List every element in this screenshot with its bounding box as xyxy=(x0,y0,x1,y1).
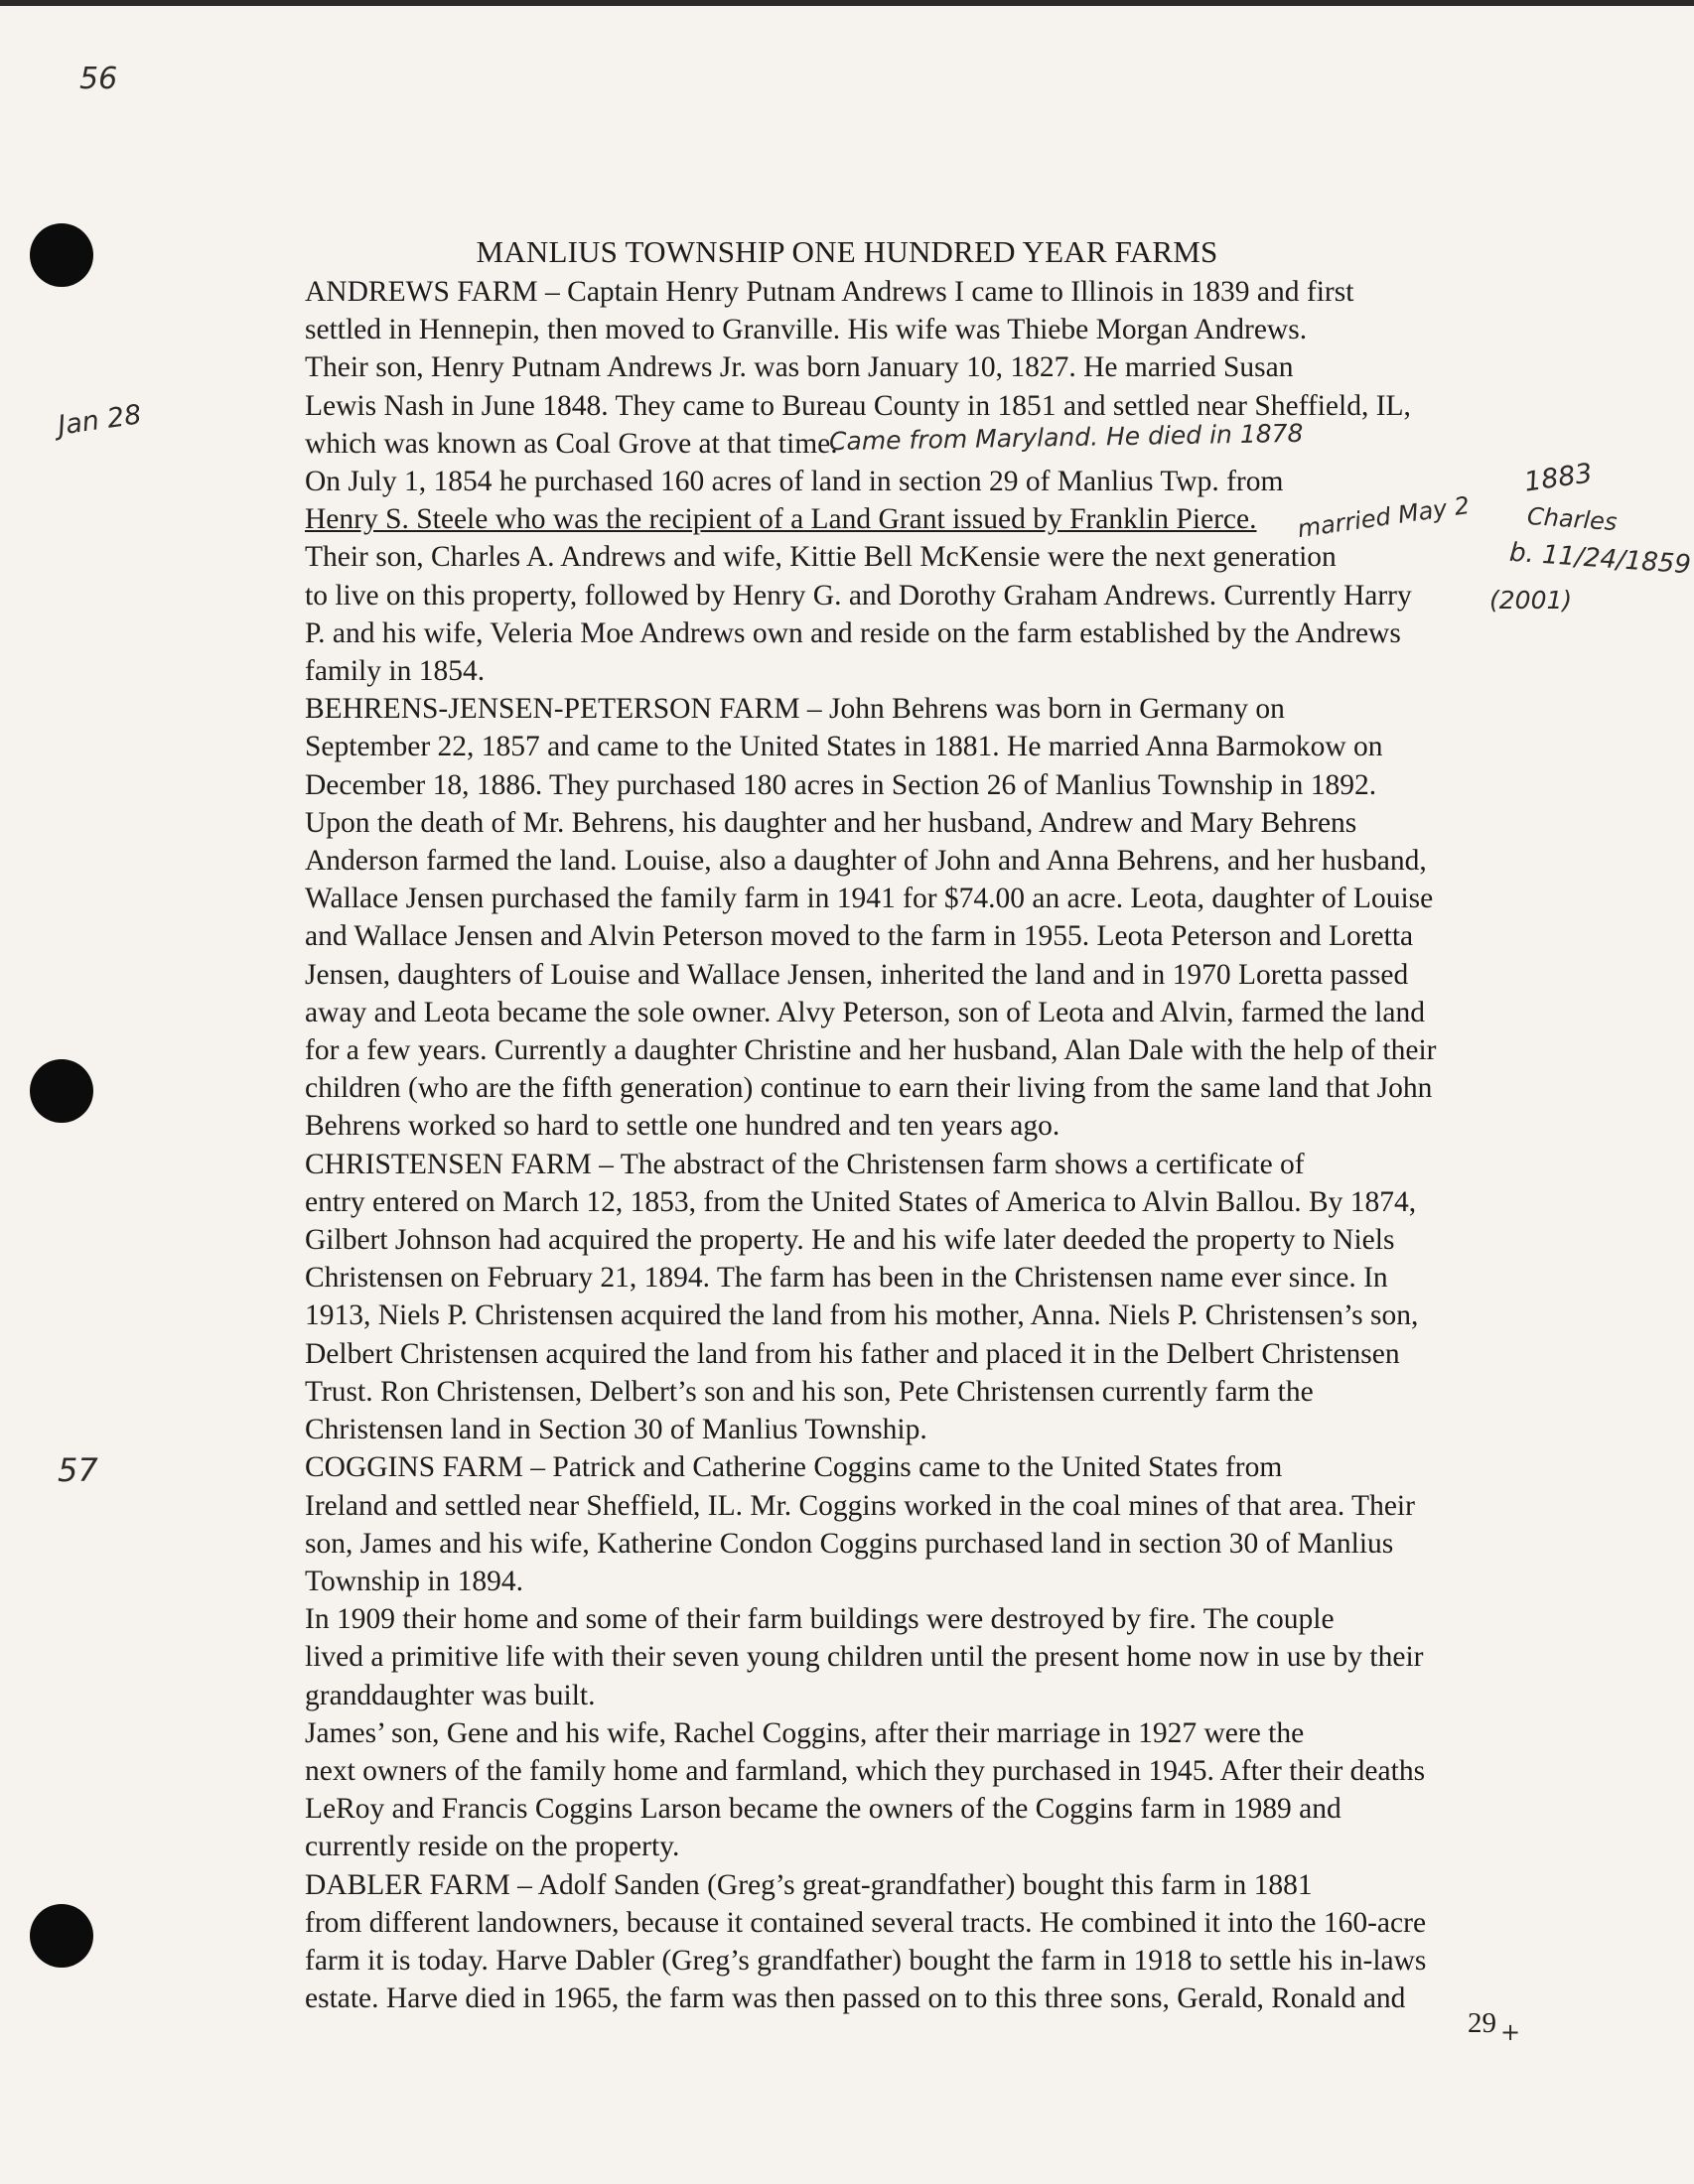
text-line: CHRISTENSEN FARM – The abstract of the Christensen farm shows a certificate of xyxy=(305,1148,1305,1180)
handwritten-page-suffix: + xyxy=(1500,2018,1521,2046)
handwritten-note-born: b. 11/24/1859 xyxy=(1508,537,1692,581)
text-line: Behrens worked so hard to settle one hundred and ten years ago. xyxy=(305,1110,1060,1143)
text-line: Their son, Charles A. Andrews and wife, Kittie Bell McKensie were the next generation xyxy=(305,541,1337,574)
text-line: and Wallace Jensen and Alvin Peterson moved to the farm in 1955. Leota Peterson and Loretta xyxy=(305,920,1414,953)
handwritten-note-2001: (2001) xyxy=(1489,586,1573,614)
text-line: to live on this property, followed by Henry G. and Dorothy Graham Andrews. Currently Harry xyxy=(305,579,1412,612)
text-line: currently reside on the property. xyxy=(305,1831,680,1863)
handwritten-note-married: married May 2 xyxy=(1295,490,1472,544)
text-line: In 1909 their home and some of their farm buildings were destroyed by fire. The couple xyxy=(305,1603,1335,1636)
paragraph-coggins-farm xyxy=(206,1448,1506,1600)
paragraph-christensen-farm xyxy=(206,1146,1506,1449)
text-line: family in 1854. xyxy=(305,655,486,688)
page-number xyxy=(1468,2007,1521,2046)
document-title: MANLIUS TOWNSHIP ONE HUNDRED YEAR FARMS xyxy=(476,234,1218,269)
text-line: estate. Harve died in 1965, the farm was then passed on to this three sons, Gerald, Ronald and xyxy=(305,1982,1406,2015)
text-line: 1913, Niels P. Christensen acquired the land from his mother, Anna. Niels P. Christensen’s son, xyxy=(305,1299,1419,1332)
paragraph-behrens-farm xyxy=(206,690,1506,1145)
text-line: Their son, Henry Putnam Andrews Jr. was born January 10, 1827. He married Susan xyxy=(305,351,1294,384)
text-line: lived a primitive life with their seven young children until the present home now in use by their xyxy=(305,1641,1424,1674)
text-line: Township in 1894. xyxy=(305,1565,524,1597)
paragraph-andrews-generations xyxy=(206,538,1506,690)
text-line: away and Leota became the sole owner. Alvy Peterson, son of Leota and Alvin, farmed the land xyxy=(305,996,1426,1028)
text-line: September 22, 1857 and came to the United States in 1881. He married Anna Barmokow on xyxy=(305,731,1383,763)
paragraph-dabler-farm xyxy=(206,1866,1506,2018)
text-line: from different landowners, because it contained several tracts. He combined it into the 160-acre xyxy=(305,1906,1427,1939)
text-line: Christensen on February 21, 1894. The farm has been in the Christensen name ever since. In xyxy=(305,1262,1388,1295)
text-line: DABLER FARM – Adolf Sanden (Greg’s great-grandfather) bought this farm in 1881 xyxy=(305,1868,1313,1901)
paragraph-coggins-heirs xyxy=(206,1714,1506,1866)
text-line: farm it is today. Harve Dabler (Greg’s grandfather) bought the farm in 1918 to settle his in-laws xyxy=(305,1944,1427,1977)
punch-hole-bottom xyxy=(30,1904,93,1968)
text-line: P. and his wife, Veleria Moe Andrews own and reside on the farm established by the Andrews xyxy=(305,616,1401,649)
text-line: entry entered on March 12, 1853, from the United States of America to Alvin Ballou. By 1874, xyxy=(305,1185,1417,1218)
punch-hole-middle xyxy=(30,1059,93,1123)
text-line: which was known as Coal Grove at that time. xyxy=(305,427,838,460)
text-line: for a few years. Currently a daughter Christine and her husband, Alan Dale with the help of their xyxy=(305,1034,1437,1067)
text-line: LeRoy and Francis Coggins Larson became the owners of the Coggins farm in 1989 and xyxy=(305,1793,1341,1826)
text-line: ANDREWS FARM – Captain Henry Putnam Andrews I came to Illinois in 1839 and first xyxy=(305,276,1354,308)
handwritten-page-56: 56 xyxy=(79,62,118,96)
paragraph-andrews-farm xyxy=(206,273,1506,348)
text-line: son, James and his wife, Katherine Condon Coggins purchased land in section 30 of Manlius xyxy=(305,1527,1394,1560)
text-line: Anderson farmed the land. Louise, also a daughter of John and Anna Behrens, and her husband, xyxy=(305,845,1427,878)
text-line: Christensen land in Section 30 of Manlius Township. xyxy=(305,1414,927,1446)
text-line: Wallace Jensen purchased the family farm in 1941 for $74.00 an acre. Leota, daughter of Louise xyxy=(305,883,1434,915)
handwritten-note-came-from: Came from Maryland. He died in 1878 xyxy=(828,418,1304,457)
text-line: Trust. Ron Christensen, Delbert’s son and his son, Pete Christensen currently farm the xyxy=(305,1375,1314,1408)
text-line: COGGINS FARM – Patrick and Catherine Coggins came to the United States from xyxy=(305,1451,1283,1484)
handwritten-date-note: Jan 28 xyxy=(56,399,144,442)
text-line: Jensen, daughters of Louise and Wallace Jensen, inherited the land and in 1970 Loretta passed xyxy=(305,958,1409,991)
page-top-edge xyxy=(0,0,1694,6)
text-line: Upon the death of Mr. Behrens, his daughter and her husband, Andrew and Mary Behrens xyxy=(305,806,1357,839)
text-line: Lewis Nash in June 1848. They came to Bureau County in 1851 and settled near Sheffield, IL, xyxy=(305,389,1411,422)
handwritten-note-year: 1883 xyxy=(1522,458,1595,498)
handwritten-note-charles: Charles xyxy=(1526,501,1619,537)
text-line: granddaughter was built. xyxy=(305,1679,596,1711)
text-line: Delbert Christensen acquired the land from his father and placed it in the Delbert Christensen xyxy=(305,1337,1400,1370)
text-line: children (who are the fifth generation) continue to earn their living from the same land that John xyxy=(305,1072,1433,1105)
paragraph-coggins-fire xyxy=(206,1600,1506,1714)
text-line: Ireland and settled near Sheffield, IL. Mr. Coggins worked in the coal mines of that area. Their xyxy=(305,1489,1415,1522)
text-line: James’ son, Gene and his wife, Rachel Coggins, after their marriage in 1927 were the xyxy=(305,1716,1305,1749)
text-line: Henry S. Steele who was the recipient of a Land Grant issued by Franklin Pierce. xyxy=(305,503,1257,536)
text-line: settled in Hennepin, then moved to Granville. His wife was Thiebe Morgan Andrews. xyxy=(305,314,1308,346)
text-line: BEHRENS-JENSEN-PETERSON FARM – John Behrens was born in Germany on xyxy=(305,693,1285,726)
text-line: December 18, 1886. They purchased 180 acres in Section 26 of Manlius Township in 1892. xyxy=(305,768,1377,801)
text-line: On July 1, 1854 he purchased 160 acres of land in section 29 of Manlius Twp. from xyxy=(305,466,1284,498)
page-number-value: 29 xyxy=(1468,2007,1496,2039)
text-line: next owners of the family home and farmland, which they purchased in 1945. After their deaths xyxy=(305,1754,1426,1787)
text-line: Gilbert Johnson had acquired the property. He and his wife later deeded the property to Niels xyxy=(305,1224,1395,1257)
handwritten-page-57: 57 xyxy=(58,1451,98,1489)
